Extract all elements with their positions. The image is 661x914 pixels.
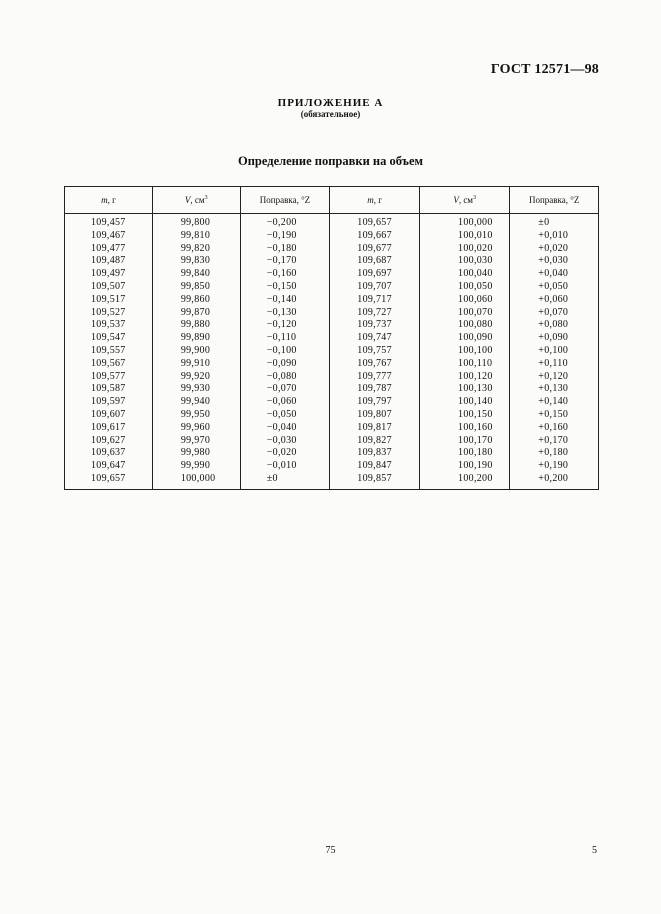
table-cell: +0,130 bbox=[510, 383, 599, 396]
table-cell: +0,090 bbox=[510, 332, 599, 345]
table-cell: 100,050 bbox=[420, 281, 510, 294]
appendix-subheading: (обязательное) bbox=[300, 109, 361, 119]
table-cell: 109,507 bbox=[65, 281, 153, 294]
table-row bbox=[65, 435, 599, 448]
column-header-unit: , см bbox=[458, 195, 474, 205]
table-cell: 109,817 bbox=[330, 422, 420, 435]
table-cell: 109,777 bbox=[330, 371, 420, 384]
table-cell: 100,030 bbox=[420, 255, 510, 268]
table-cell: −0,100 bbox=[240, 345, 330, 358]
table-row bbox=[65, 268, 599, 281]
table-row bbox=[65, 281, 599, 294]
table-cell: 99,850 bbox=[152, 281, 240, 294]
table-cell: 109,647 bbox=[65, 460, 153, 473]
table-cell: +0,020 bbox=[510, 243, 599, 256]
table-cell: −0,200 bbox=[240, 214, 330, 230]
table-cell: 100,010 bbox=[420, 230, 510, 243]
table-cell: 100,020 bbox=[420, 243, 510, 256]
table-cell: 109,487 bbox=[65, 255, 153, 268]
table-cell: 109,607 bbox=[65, 409, 153, 422]
table-row bbox=[65, 214, 599, 230]
table-cell: −0,020 bbox=[240, 447, 330, 460]
table-cell: 100,130 bbox=[420, 383, 510, 396]
table-cell: −0,010 bbox=[240, 460, 330, 473]
volume-correction-table bbox=[64, 186, 599, 490]
table-cell: −0,190 bbox=[240, 230, 330, 243]
column-header-unit: Поправка, °Z bbox=[259, 195, 311, 205]
table-cell: +0,150 bbox=[510, 409, 599, 422]
table-cell: 109,857 bbox=[330, 473, 420, 489]
table-cell: 109,677 bbox=[330, 243, 420, 256]
table-cell: ±0 bbox=[510, 214, 599, 230]
table-cell: +0,160 bbox=[510, 422, 599, 435]
table-cell: 109,767 bbox=[330, 358, 420, 371]
table-cell: 99,820 bbox=[152, 243, 240, 256]
column-header-unit: , см bbox=[190, 195, 205, 205]
table-cell: +0,170 bbox=[510, 435, 599, 448]
table-cell: 100,190 bbox=[420, 460, 510, 473]
table-cell: 109,527 bbox=[65, 307, 153, 320]
table-cell: +0,110 bbox=[510, 358, 599, 371]
table-row bbox=[65, 371, 599, 384]
table-row bbox=[65, 409, 599, 422]
table-cell: 99,950 bbox=[152, 409, 240, 422]
column-header-symbol: V bbox=[453, 195, 459, 205]
column-header-symbol: m bbox=[101, 195, 108, 205]
table-cell: 109,657 bbox=[65, 473, 153, 489]
column-header bbox=[65, 187, 153, 214]
table-cell: 109,497 bbox=[65, 268, 153, 281]
table-cell: 109,747 bbox=[330, 332, 420, 345]
table-cell: 109,657 bbox=[330, 214, 420, 230]
page-number: 75 bbox=[325, 845, 336, 856]
table-cell: 109,477 bbox=[65, 243, 153, 256]
table-cell: 109,717 bbox=[330, 294, 420, 307]
column-header-unit: Поправка, °Z bbox=[528, 195, 580, 205]
table-row bbox=[65, 307, 599, 320]
table-cell: 99,800 bbox=[152, 214, 240, 230]
table-cell: +0,040 bbox=[510, 268, 599, 281]
table-cell: 109,537 bbox=[65, 319, 153, 332]
table-cell: −0,150 bbox=[240, 281, 330, 294]
table-title: Определение поправки на объем bbox=[237, 154, 424, 168]
table-cell: 100,200 bbox=[420, 473, 510, 489]
table-cell: 100,110 bbox=[420, 358, 510, 371]
table-cell: 100,180 bbox=[420, 447, 510, 460]
table-cell: −0,160 bbox=[240, 268, 330, 281]
table-cell: 99,910 bbox=[152, 358, 240, 371]
table-cell: 109,557 bbox=[65, 345, 153, 358]
table-cell: 109,737 bbox=[330, 319, 420, 332]
column-header bbox=[330, 187, 420, 214]
table-row bbox=[65, 422, 599, 435]
column-header bbox=[420, 187, 510, 214]
table-cell: 99,930 bbox=[152, 383, 240, 396]
table-row bbox=[65, 396, 599, 409]
table-cell: +0,080 bbox=[510, 319, 599, 332]
table-cell: −0,080 bbox=[240, 371, 330, 384]
table-cell: 100,060 bbox=[420, 294, 510, 307]
table-cell: 99,920 bbox=[152, 371, 240, 384]
table-cell: 109,587 bbox=[65, 383, 153, 396]
table-cell: 109,837 bbox=[330, 447, 420, 460]
table-cell: 109,547 bbox=[65, 332, 153, 345]
table-row bbox=[65, 294, 599, 307]
table-cell: 100,170 bbox=[420, 435, 510, 448]
table-cell: 99,880 bbox=[152, 319, 240, 332]
table-cell: 100,140 bbox=[420, 396, 510, 409]
table-cell: +0,070 bbox=[510, 307, 599, 320]
table-cell: 100,120 bbox=[420, 371, 510, 384]
table-cell: +0,180 bbox=[510, 447, 599, 460]
table-cell: 99,990 bbox=[152, 460, 240, 473]
table-cell: 99,890 bbox=[152, 332, 240, 345]
table-cell: 109,467 bbox=[65, 230, 153, 243]
table-cell: 109,727 bbox=[330, 307, 420, 320]
table-cell: +0,030 bbox=[510, 255, 599, 268]
table-row bbox=[65, 383, 599, 396]
table-cell: 100,080 bbox=[420, 319, 510, 332]
column-header bbox=[152, 187, 240, 214]
table-cell: −0,090 bbox=[240, 358, 330, 371]
table-cell: 100,150 bbox=[420, 409, 510, 422]
table-cell: +0,060 bbox=[510, 294, 599, 307]
table-cell: 109,457 bbox=[65, 214, 153, 230]
table-cell: 100,000 bbox=[152, 473, 240, 489]
table-cell: 109,637 bbox=[65, 447, 153, 460]
table-cell: −0,060 bbox=[240, 396, 330, 409]
table-cell: 99,830 bbox=[152, 255, 240, 268]
table-cell: +0,190 bbox=[510, 460, 599, 473]
table-cell: −0,040 bbox=[240, 422, 330, 435]
table-cell: 100,100 bbox=[420, 345, 510, 358]
column-header bbox=[510, 187, 599, 214]
table-cell: 109,787 bbox=[330, 383, 420, 396]
column-header-superscript: 3 bbox=[473, 195, 477, 201]
table-cell: 100,070 bbox=[420, 307, 510, 320]
table-cell: −0,120 bbox=[240, 319, 330, 332]
table-cell: −0,110 bbox=[240, 332, 330, 345]
table-cell: 99,860 bbox=[152, 294, 240, 307]
table-cell: 100,000 bbox=[420, 214, 510, 230]
table-cell: −0,050 bbox=[240, 409, 330, 422]
table-cell: 109,667 bbox=[330, 230, 420, 243]
table-cell: 99,960 bbox=[152, 422, 240, 435]
table-cell: 109,617 bbox=[65, 422, 153, 435]
sheet-number: 5 bbox=[592, 845, 597, 856]
document-code: ГОСТ 12571—98 bbox=[490, 62, 599, 77]
table-cell: −0,180 bbox=[240, 243, 330, 256]
table-cell: 99,940 bbox=[152, 396, 240, 409]
appendix-heading-block bbox=[0, 97, 661, 119]
table-row bbox=[65, 345, 599, 358]
appendix-heading: ПРИЛОЖЕНИЕ А bbox=[277, 97, 384, 109]
table-cell: 109,697 bbox=[330, 268, 420, 281]
table-cell: 100,040 bbox=[420, 268, 510, 281]
table-cell: 99,810 bbox=[152, 230, 240, 243]
table-cell: 109,707 bbox=[330, 281, 420, 294]
table-row bbox=[65, 447, 599, 460]
table-cell: +0,010 bbox=[510, 230, 599, 243]
table-cell: 99,900 bbox=[152, 345, 240, 358]
table-cell: 109,797 bbox=[330, 396, 420, 409]
table-cell: +0,050 bbox=[510, 281, 599, 294]
table-cell: 99,970 bbox=[152, 435, 240, 448]
table-row bbox=[65, 460, 599, 473]
table-cell: 109,827 bbox=[330, 435, 420, 448]
table-cell: 109,687 bbox=[330, 255, 420, 268]
table-row bbox=[65, 473, 599, 489]
table-cell: −0,030 bbox=[240, 435, 330, 448]
table-cell: +0,200 bbox=[510, 473, 599, 489]
table-cell: 100,160 bbox=[420, 422, 510, 435]
table-row bbox=[65, 255, 599, 268]
table-row bbox=[65, 243, 599, 256]
table-cell: 99,840 bbox=[152, 268, 240, 281]
table-header-row bbox=[65, 187, 599, 214]
table-cell: 109,567 bbox=[65, 358, 153, 371]
table-row bbox=[65, 332, 599, 345]
table-cell: −0,130 bbox=[240, 307, 330, 320]
table-cell: 109,597 bbox=[65, 396, 153, 409]
table-cell: 99,980 bbox=[152, 447, 240, 460]
table-cell: ±0 bbox=[240, 473, 330, 489]
table-cell: −0,070 bbox=[240, 383, 330, 396]
column-header-symbol: m bbox=[367, 195, 374, 205]
table-row bbox=[65, 358, 599, 371]
column-header-unit: , г bbox=[373, 195, 382, 205]
table-cell: +0,140 bbox=[510, 396, 599, 409]
table-cell: 109,847 bbox=[330, 460, 420, 473]
table-row bbox=[65, 319, 599, 332]
table-body bbox=[65, 214, 599, 490]
column-header-unit: , г bbox=[107, 195, 116, 205]
table-cell: 109,577 bbox=[65, 371, 153, 384]
table-cell: 99,870 bbox=[152, 307, 240, 320]
table-cell: −0,170 bbox=[240, 255, 330, 268]
table-cell: 109,807 bbox=[330, 409, 420, 422]
table-cell: 109,757 bbox=[330, 345, 420, 358]
table-cell: +0,120 bbox=[510, 371, 599, 384]
column-header-superscript: 3 bbox=[204, 195, 208, 201]
table-cell: +0,100 bbox=[510, 345, 599, 358]
table-cell: −0,140 bbox=[240, 294, 330, 307]
table-row bbox=[65, 230, 599, 243]
table-cell: 109,517 bbox=[65, 294, 153, 307]
column-header bbox=[240, 187, 330, 214]
table-cell: 100,090 bbox=[420, 332, 510, 345]
column-header-symbol: V bbox=[184, 195, 191, 205]
table-cell: 109,627 bbox=[65, 435, 153, 448]
